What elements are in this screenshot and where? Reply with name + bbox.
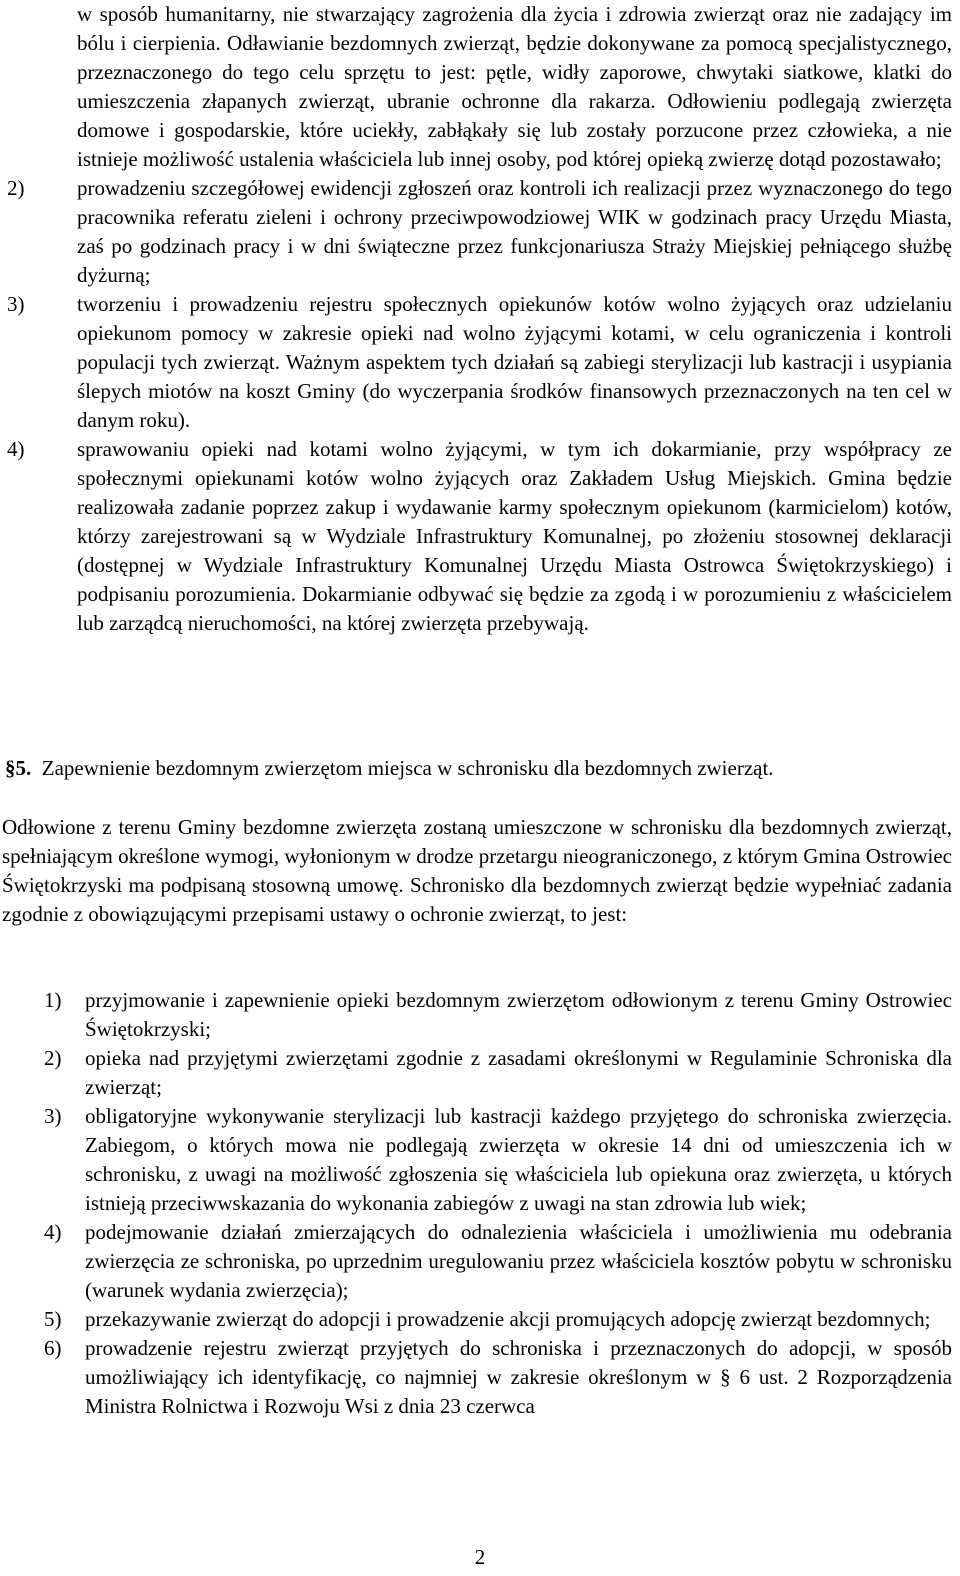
list-item-text: przekazywanie zwierząt do adopcji i prowadzenie akcji promujących adopcję zwierząt bezdomnych;: [85, 1307, 931, 1331]
list-item-number: 4): [7, 437, 25, 461]
list-item: [0, 1102, 952, 1218]
list-item-text: tworzeniu i prowadzeniu rejestru społecznych opiekunów kotów wolno żyjących oraz udzielaniu opiekunom pomocy w zakresie opieki nad wolno żyjącymi kotami, w celu ograniczenia i kontroli populacji tych zwierząt. Ważnym aspektem tych działań są zabiegi sterylizacji lub kastracji i usypiania ślepych miotów na koszt Gminy (do wyczerpania środków finansowych przeznaczonych na ten cel w danym roku).: [77, 292, 952, 432]
list-item-number: 3): [44, 1104, 62, 1128]
list-item: [0, 1334, 952, 1421]
list-item-text: przyjmowanie i zapewnienie opieki bezdomnym zwierzętom odłowionym z terenu Gminy Ostrowiec Świętokrzyski;: [85, 988, 952, 1041]
list-item-number: 5): [44, 1307, 62, 1331]
section-paragraph: Odłowione z terenu Gminy bezdomne zwierzęta zostaną umieszczone w schronisku dla bezdomnych zwierząt, spełniającym określone wymogi, wyłonionym w drodze przetargu nieograniczonego, z którym Gmina Ostrowiec Świętokrzyski ma podpisaną stosowną umowę. Schronisko dla bezdomnych zwierząt będzie wypełniać zadania zgodnie z obowiązującymi przepisami ustawy o ochronie zwierząt, to jest:: [2, 815, 952, 926]
schronisko-task-list: [0, 986, 952, 1421]
list-item: [0, 986, 952, 1044]
list-item-text: obligatoryjne wykonywanie sterylizacji lub kastracji każdego przyjętego do schroniska zwierzęcia. Zabiegom, o których mowa nie podlegają zwierzęta w okresie 14 dni od umieszczenia ich w schronisku, z uwagi na możliwość zgłoszenia się właściciela lub opiekuna oraz zwierzęta, u których istnieją przeciwwskazania do wykonania zabiegów z uwagi na stan zdrowia lub wiek;: [85, 1104, 952, 1215]
list-item-text: prowadzeniu szczegółowej ewidencji zgłoszeń oraz kontroli ich realizacji przez wyznaczonego do tego pracownika referatu zieleni i ochrony przeciwpowodziowej WIK w godzinach pracy Urzędu Miasta, zaś po godzinach pracy i w dni świąteczne przez funkcjonariusza Straży Miejskiej pełniącego służbę dyżurną;: [77, 176, 952, 287]
list-item-number: 3): [7, 292, 25, 316]
page-number: 2: [474, 1545, 486, 1569]
list-item-text: prowadzenie rejestru zwierząt przyjętych do schroniska i przeznaczonych do adopcji, w sposób umożliwiający ich identyfikację, co najmniej w zakresie określonym w § 6 ust. 2 Rozporządzenia Ministra Rolnictwa i Rozwoju Wsi z dnia 23 czerwca: [85, 1336, 952, 1418]
list-item-text: sprawowaniu opieki nad kotami wolno żyjącymi, w tym ich dokarmianie, przy współpracy ze społecznymi opiekunami kotów wolno żyjących oraz Zakładem Usług Miejskich. Gmina będzie realizowała zadanie poprzez zakup i wydawanie karmy społecznym opiekunom (karmicielom) kotów, którzy zarejestrowani są w Wydziale Infrastruktury Komunalnej, po złożeniu stosownej deklaracji (dostępnej w Wydziale Infrastruktury Komunalnej Urzędu Miasta Ostrowca Świętokrzyskiego) i podpisaniu porozumienia. Dokarmianie odbywać się będzie za zgodą i w porozumieniu z właścicielem lub zarządcą nieruchomości, na której zwierzęta przebywają.: [77, 437, 952, 635]
list-item: [0, 1218, 952, 1305]
list-item-text: opieka nad przyjętymi zwierzętami zgodnie z zasadami określonymi w Regulaminie Schroniska dla zwierząt;: [85, 1046, 952, 1099]
list-item-number: 2): [7, 176, 25, 200]
list-item: [0, 290, 952, 435]
list-item: [0, 435, 952, 638]
list-item: [0, 1044, 952, 1102]
list-item-number: 2): [44, 1046, 62, 1070]
list-continuation: [0, 0, 952, 638]
list-item-number: 1): [44, 988, 62, 1012]
section-heading: [5, 754, 950, 783]
section-title: Zapewnienie bezdomnym zwierzętom miejsca w schronisku dla bezdomnych zwierząt.: [41, 756, 774, 780]
list-item-text: podejmowanie działań zmierzających do odnalezienia właściciela i umożliwienia mu odebrania zwierzęcia ze schroniska, po uprzednim uregulowaniu przez właściciela kosztów pobytu w schronisku (warunek wydania zwierzęcia);: [85, 1220, 952, 1302]
list-item: [0, 1305, 952, 1334]
list-item: [0, 174, 952, 290]
list-item-number: 6): [44, 1336, 62, 1360]
list-item-continuation: [0, 0, 952, 174]
list-item-number: 4): [44, 1220, 62, 1244]
section-symbol: §5.: [5, 756, 32, 780]
continuation-text: w sposób humanitarny, nie stwarzający zagrożenia dla życia i zdrowia zwierząt oraz nie zadający im bólu i cierpienia. Odławianie bezdomnych zwierząt, będzie dokonywane za pomocą specjalistycznego, przeznaczonego do tego celu sprzętu to jest: pętle, widły zaporowe, chwytaki siatkowe, klatki do umieszczenia złapanych zwierząt, ubranie ochronne dla rakarza. Odłowieniu podlegają zwierzęta domowe i gospodarskie, które uciekły, zabłąkały się lub zostały porzucone przez człowieka, a nie istnieje możliwość ustalenia właściciela lub innej osoby, pod której opieką zwierzę dotąd pozostawało;: [77, 2, 952, 171]
